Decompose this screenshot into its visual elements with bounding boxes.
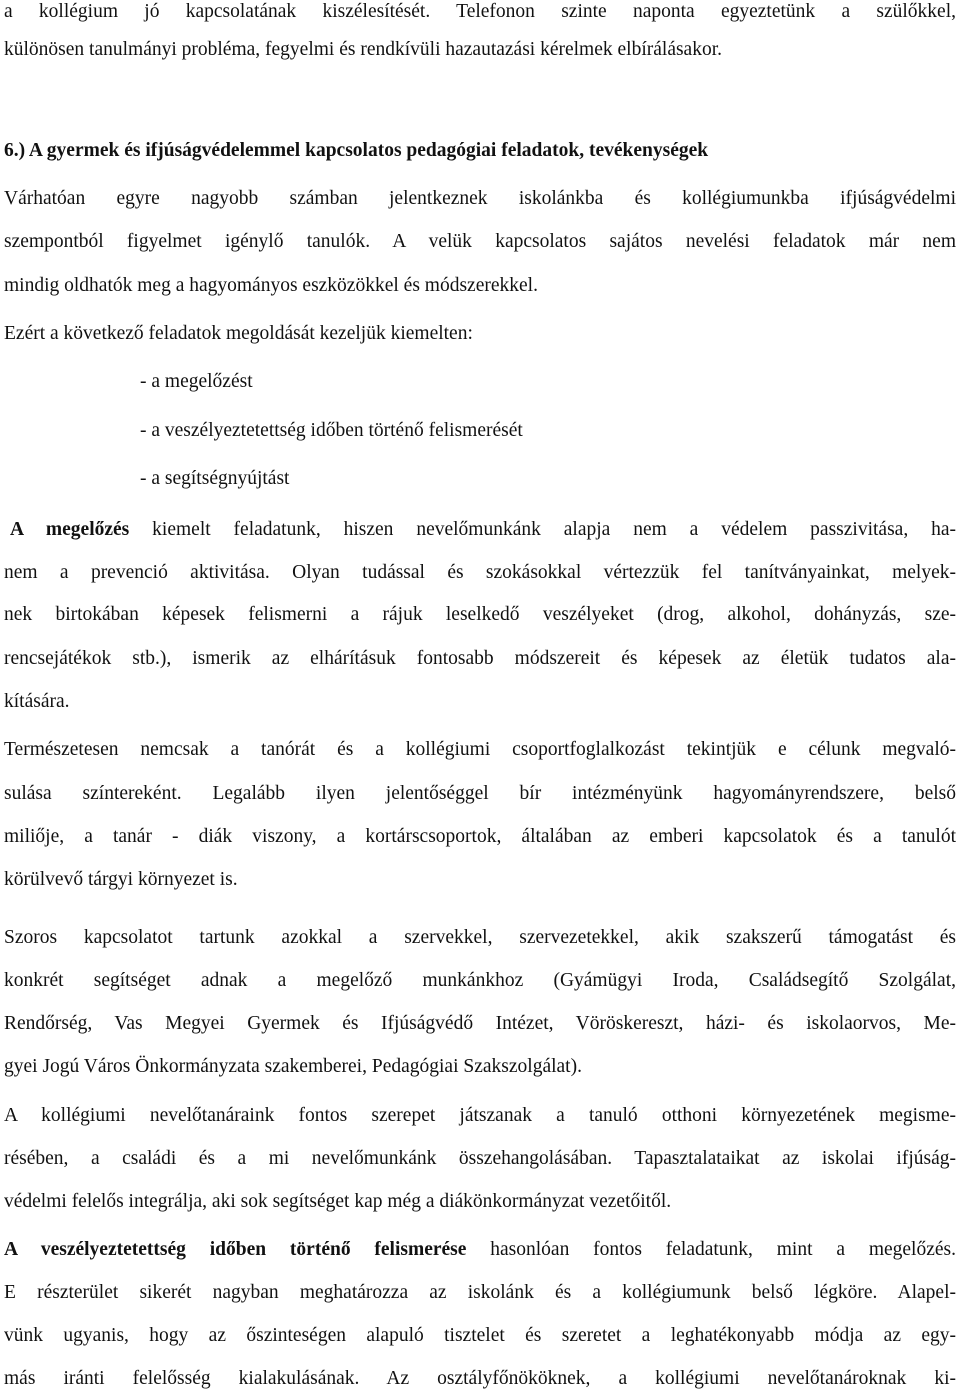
text-line: résében, a családi és a mi nevelőmunkánk összehangolásában. Tapasztalataikat az iskolai ifjúság- bbox=[4, 1148, 956, 1169]
text-line: Természetesen nemcsak a tanórát és a kollégiumi csoportfoglalkozást tekintjük e célunk megvaló- bbox=[4, 739, 956, 760]
text-line: Szoros kapcsolatot tartunk azokkal a szervekkel, szervezetekkel, akik szakszerű támogatást és bbox=[4, 927, 956, 948]
text-line: A kollégiumi nevelőtanáraink fontos szerepet játszanak a tanuló otthoni környezetének megisme- bbox=[4, 1105, 956, 1126]
text-line: körülvevő tárgyi környezet is. bbox=[4, 869, 238, 890]
text-line bbox=[4, 1238, 956, 1262]
text-line: rencsejátékok stb.), ismerik az elhárításuk fontosabb módszereit és képesek az életük tudatos ala- bbox=[4, 648, 956, 669]
text-line: Ezért a következő feladatok megoldását kezeljük kiemelten: bbox=[4, 323, 473, 344]
text-line: Rendőrség, Vas Megyei Gyermek és Ifjúságvédő Intézet, Vöröskereszt, házi- és iskolaorvos, Me- bbox=[4, 1013, 956, 1034]
text-line: E részterület sikerét nagyban meghatározza az iskolánk és a kollégiumunk belső légköre. Alapel- bbox=[4, 1282, 956, 1303]
text-line: miliője, a tanár - diák viszony, a kortárscsoportok, általában az emberi kapcsolatok és a tanulót bbox=[4, 826, 956, 847]
text-line: a kollégium jó kapcsolatának kiszélesítését. Telefonon szinte naponta egyeztetünk a szülőkkel, bbox=[4, 1, 956, 22]
text-span: hasonlóan fontos feladatunk, mint a megelőzés. bbox=[466, 1239, 956, 1260]
text-line: nek birtokában képesek felismerni a rájuk leselkedő veszélyeket (drog, alkohol, dohányzás, sze- bbox=[4, 604, 956, 625]
text-line: sulása színtereként. Legalább ilyen jelentőséggel bír intézményünk hagyományrendszere, belső bbox=[4, 783, 956, 804]
text-line: vünk ugyanis, hogy az őszinteségen alapuló tisztelet és szeretet a leghatékonyabb módja az egy- bbox=[4, 1325, 956, 1346]
bullet-item: - a segítségnyújtást bbox=[140, 468, 290, 489]
text-line: gyei Jogú Város Önkormányzata szakemberei, Pedagógiai Szakszolgálat). bbox=[4, 1056, 582, 1077]
bold-term: A veszélyeztetettség időben történő felismerése bbox=[4, 1239, 467, 1260]
text-line: különösen tanulmányi probléma, fegyelmi és rendkívüli hazautazási kérelmek elbírálásakor. bbox=[4, 39, 723, 60]
text-span: kiemelt feladatunk, hiszen nevelőmunkánk alapja nem a védelem passzivitása, ha- bbox=[129, 519, 956, 540]
text-line: konkrét segítséget adnak a megelőző munkánkhoz (Gyámügyi Iroda, Családsegítő Szolgálat, bbox=[4, 970, 956, 991]
text-line: védelmi felelős integrálja, aki sok segítséget kap még a diákönkormányzat vezetőitől. bbox=[4, 1191, 672, 1212]
bold-term: A megelőzés bbox=[10, 519, 130, 540]
section-heading bbox=[4, 139, 956, 163]
section-heading-text: 6.) A gyermek és ifjúságvédelemmel kapcsolatos pedagógiai feladatok, tevékenységek bbox=[4, 140, 709, 161]
text-line bbox=[10, 518, 956, 542]
text-line: Várhatóan egyre nagyobb számban jelentkeznek iskolánkba és kollégiumunkba ifjúságvédelmi bbox=[4, 188, 956, 209]
text-line: nem a prevenció aktivitása. Olyan tudással és szokásokkal vértezzük fel tanítványainkat, melyek- bbox=[4, 562, 956, 583]
bullet-item: - a veszélyeztetettség időben történő felismerését bbox=[140, 420, 523, 441]
bullet-item: - a megelőzést bbox=[140, 371, 253, 392]
text-line: mindig oldhatók meg a hagyományos eszközökkel és módszerekkel. bbox=[4, 275, 538, 296]
text-line: szempontból figyelmet igénylő tanulók. A velük kapcsolatos sajátos nevelési feladatok már nem bbox=[4, 231, 956, 252]
text-line: kítására. bbox=[4, 691, 70, 712]
text-line: más iránti felelősség kialakulásának. Az osztályfőnököknek, a kollégiumi nevelőtanároknak ki- bbox=[4, 1368, 956, 1389]
